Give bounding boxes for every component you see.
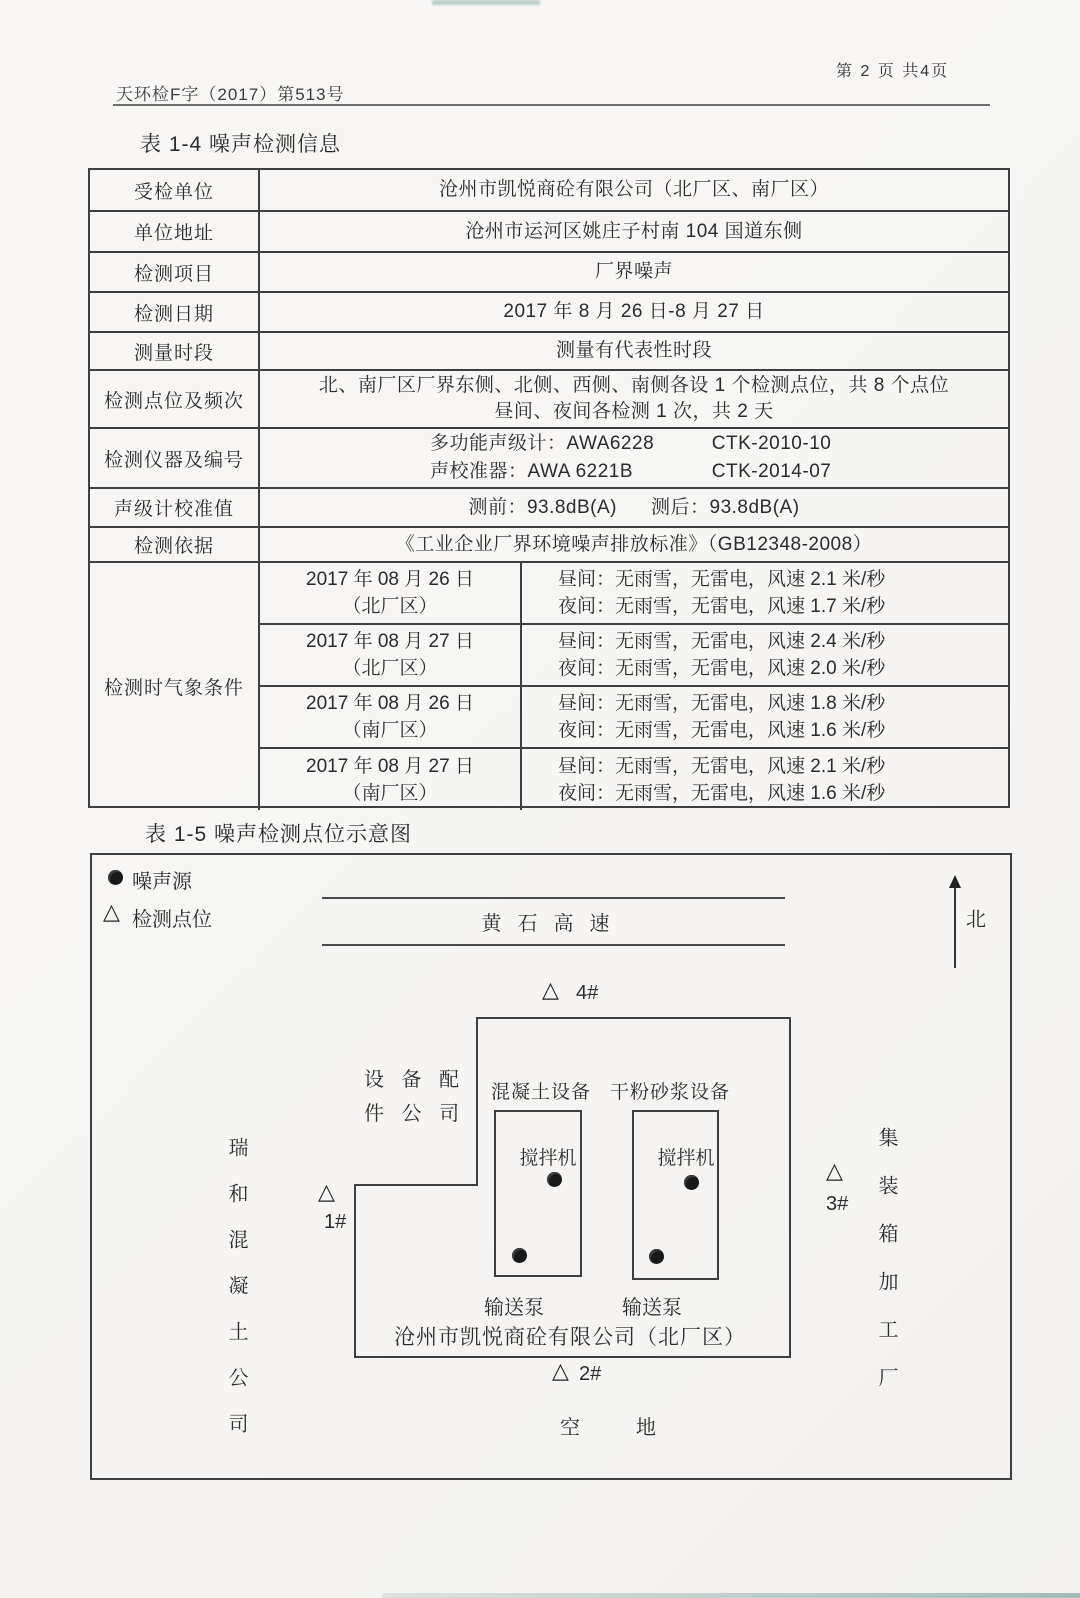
instrument-code: CTK-2014-07 bbox=[711, 461, 832, 482]
table-row bbox=[90, 170, 1008, 212]
row-label: 受检单位 bbox=[90, 170, 260, 210]
points-frequency-line1: 北、南厂区厂界东侧、北侧、西侧、南侧各设 1 个检测点位，共 8 个点位 bbox=[318, 375, 950, 396]
weather-area: （北厂区） bbox=[342, 658, 438, 679]
legend-detection-point-label: 检测点位 bbox=[132, 909, 212, 931]
noise-info-table bbox=[88, 168, 1010, 808]
mixer-building-right bbox=[632, 1110, 719, 1280]
weather-night: 夜间：无雨雪，无雷电，风速 2.0 米/秒 bbox=[558, 658, 886, 679]
weather-label: 检测时气象条件 bbox=[90, 563, 260, 810]
row-value bbox=[260, 489, 1008, 526]
header-rule bbox=[113, 104, 990, 106]
north-label: 北 bbox=[966, 909, 986, 931]
document-number: 天环检F字（2017）第513号 bbox=[116, 85, 345, 104]
table-row bbox=[90, 212, 1008, 253]
calibration-values bbox=[468, 495, 799, 521]
row-label: 声级计校准值 bbox=[90, 489, 260, 526]
parts-company-label bbox=[364, 1063, 465, 1131]
weather-day: 昼间：无雨雪，无雷电，风速 1.8 米/秒 bbox=[558, 693, 886, 714]
weather-area: （南厂区） bbox=[342, 720, 438, 741]
row-label: 检测仪器及编号 bbox=[90, 429, 260, 487]
row-value bbox=[260, 371, 1008, 427]
weather-night: 夜间：无雨雪，无雷电，风速 1.7 米/秒 bbox=[558, 596, 886, 617]
mortar-equipment-label: 干粉砂浆设备 bbox=[610, 1082, 731, 1103]
points-frequency-line2: 昼间、夜间各检测 1 次，共 2 天 bbox=[494, 401, 774, 422]
detection-point-2-label: 2# bbox=[579, 1363, 602, 1385]
table-row bbox=[90, 489, 1008, 528]
calibration-before: 测前：93.8dB(A) bbox=[468, 496, 617, 518]
weather-date: 2017 年 08 月 26 日 bbox=[306, 693, 474, 714]
mixer-label: 搅拌机 bbox=[519, 1148, 577, 1169]
weather-row bbox=[260, 749, 1008, 810]
site-diagram bbox=[90, 853, 1012, 1480]
legend-noise-source-label: 噪声源 bbox=[132, 871, 192, 893]
page-indicator: 第 2 页 共4页 bbox=[836, 63, 950, 80]
concrete-equipment-label: 混凝土设备 bbox=[491, 1082, 592, 1103]
weather-rows bbox=[260, 563, 1008, 810]
row-value: 厂界噪声 bbox=[594, 261, 673, 282]
row-value: 2017 年 8 月 26 日-8 月 27 日 bbox=[503, 301, 765, 322]
weather-area: （北厂区） bbox=[342, 596, 438, 617]
detection-point-icon: △ bbox=[552, 1358, 569, 1383]
table-1-5-title: 表 1-5 噪声检测点位示意图 bbox=[145, 823, 413, 846]
weather-date-cell bbox=[260, 749, 522, 810]
mixer-label: 搅拌机 bbox=[657, 1148, 715, 1169]
detection-point-icon: △ bbox=[318, 1179, 335, 1204]
table-row bbox=[90, 371, 1008, 429]
detection-point-1-label: 1# bbox=[324, 1211, 347, 1233]
road-label: 黄石高速 bbox=[481, 913, 626, 935]
weather-conditions-block bbox=[90, 563, 1008, 810]
mixer-building-left bbox=[494, 1110, 582, 1277]
noise-source-icon bbox=[684, 1175, 699, 1190]
noise-source-icon bbox=[649, 1249, 664, 1264]
scan-artifact-bottom bbox=[382, 1593, 1080, 1598]
weather-cond-cell bbox=[522, 749, 1008, 810]
weather-date-cell bbox=[260, 625, 522, 685]
parts-company-line1: 设 备 配 bbox=[364, 1069, 466, 1091]
calibration-after: 测后：93.8dB(A) bbox=[651, 496, 800, 518]
row-label: 测量时段 bbox=[90, 333, 260, 369]
instrument-code: CTK-2010-10 bbox=[711, 433, 832, 454]
weather-date: 2017 年 08 月 27 日 bbox=[306, 631, 474, 652]
row-label: 单位地址 bbox=[90, 212, 260, 251]
noise-source-icon bbox=[547, 1172, 562, 1187]
left-company-label: 瑞和混凝土公司 bbox=[225, 1137, 247, 1459]
table-row bbox=[90, 253, 1008, 293]
weather-date: 2017 年 08 月 26 日 bbox=[306, 569, 474, 590]
weather-night: 夜间：无雨雪，无雷电，风速 1.6 米/秒 bbox=[558, 782, 886, 804]
weather-row bbox=[260, 687, 1008, 749]
detection-point-3-label: 3# bbox=[826, 1193, 849, 1215]
weather-cond-cell bbox=[522, 625, 1008, 685]
row-value: 沧州市凯悦商砼有限公司（北厂区、南厂区） bbox=[438, 179, 829, 200]
weather-row bbox=[260, 563, 1008, 625]
detection-point-4-label: 4# bbox=[576, 982, 599, 1004]
factory-name: 沧州市凯悦商砼有限公司（北厂区） bbox=[394, 1326, 746, 1349]
weather-cond-cell bbox=[522, 563, 1008, 623]
weather-day: 昼间：无雨雪，无雷电，风速 2.4 米/秒 bbox=[558, 631, 886, 652]
table-1-4-title: 表 1-4 噪声检测信息 bbox=[140, 133, 342, 156]
row-value bbox=[260, 429, 1008, 487]
instrument-line bbox=[260, 458, 1008, 486]
row-label: 检测依据 bbox=[90, 528, 260, 561]
weather-date-cell bbox=[260, 563, 522, 623]
weather-day: 昼间：无雨雪，无雷电，风速 2.1 米/秒 bbox=[558, 755, 886, 777]
instrument-line bbox=[260, 430, 1008, 458]
weather-row bbox=[260, 625, 1008, 687]
table-row bbox=[90, 429, 1008, 489]
weather-day: 昼间：无雨雪，无雷电，风速 2.1 米/秒 bbox=[558, 569, 886, 590]
pump-label: 输送泵 bbox=[484, 1297, 544, 1319]
right-company-label: 集装箱加工厂 bbox=[875, 1127, 897, 1415]
parts-company-line2: 件 公 司 bbox=[364, 1103, 466, 1125]
empty-land-label: 空 地 bbox=[560, 1417, 674, 1439]
row-label: 检测项目 bbox=[90, 253, 260, 291]
detection-point-icon: △ bbox=[103, 899, 120, 924]
row-label: 检测日期 bbox=[90, 293, 260, 331]
table-row bbox=[90, 528, 1008, 563]
instrument-name: 多功能声级计：AWA6228 bbox=[430, 433, 655, 454]
detection-point-icon: △ bbox=[826, 1158, 843, 1183]
weather-area: （南厂区） bbox=[342, 782, 438, 804]
table-row bbox=[90, 333, 1008, 371]
weather-night: 夜间：无雨雪，无雷电，风速 1.6 米/秒 bbox=[558, 720, 886, 741]
instrument-name: 声校准器：AWA 6221B bbox=[430, 461, 634, 482]
noise-source-icon bbox=[512, 1248, 527, 1263]
detection-point-icon: △ bbox=[542, 977, 559, 1002]
scan-artifact-top bbox=[432, 0, 540, 5]
weather-cond-cell bbox=[522, 687, 1008, 747]
pump-label: 输送泵 bbox=[622, 1297, 682, 1319]
row-value: 《工业企业厂界环境噪声排放标准》（GB12348-2008） bbox=[395, 533, 873, 555]
row-value: 沧州市运河区姚庄子村南 104 国道东侧 bbox=[465, 220, 803, 242]
row-label: 检测点位及频次 bbox=[90, 371, 260, 427]
weather-date: 2017 年 08 月 27 日 bbox=[306, 755, 474, 777]
weather-date-cell bbox=[260, 687, 522, 747]
table-row bbox=[90, 293, 1008, 333]
row-value: 测量有代表性时段 bbox=[555, 340, 712, 361]
